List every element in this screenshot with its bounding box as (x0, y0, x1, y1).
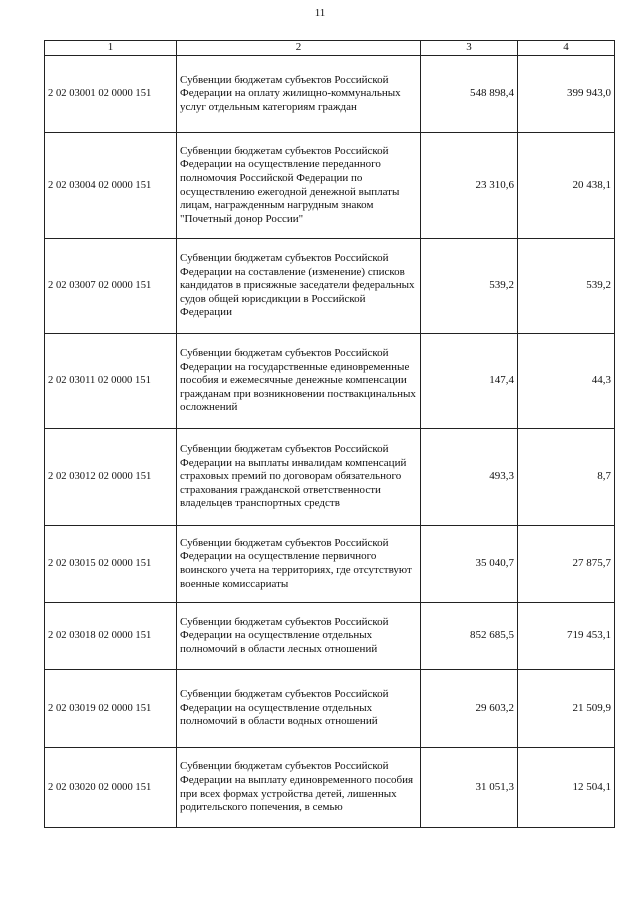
column-header-3: 3 (421, 41, 518, 56)
description-cell: Субвенции бюджетам субъектов Российской Федерации на осуществление переданного полномочия Российской Федерации по осуществлению ежегодной денежной выплаты лицам, награжденным нагрудным знаком "Почетный донор России" (177, 133, 421, 239)
value-col3-cell: 493,3 (421, 429, 518, 526)
description-cell: Субвенции бюджетам субъектов Российской Федерации на осуществление первичного воинского учета на территориях, где отсутствуют военные комиссариаты (177, 526, 421, 603)
budget-code-cell: 2 02 03018 02 0000 151 (45, 603, 177, 670)
value-col4-cell: 21 509,9 (518, 670, 615, 748)
budget-code-cell: 2 02 03011 02 0000 151 (45, 334, 177, 429)
table-row (45, 334, 615, 429)
value-col3-cell: 35 040,7 (421, 526, 518, 603)
table-row (45, 56, 615, 133)
description-cell: Субвенции бюджетам субъектов Российской Федерации на выплаты инвалидам компенсаций страховых премий по договорам обязательного страхования гражданской ответственности владельцев транспортных средств (177, 429, 421, 526)
value-col4-cell: 20 438,1 (518, 133, 615, 239)
table-row (45, 748, 615, 828)
budget-code-cell: 2 02 03007 02 0000 151 (45, 239, 177, 334)
description-cell: Субвенции бюджетам субъектов Российской Федерации на составление (изменение) списков кандидатов в присяжные заседатели федеральных судов общей юрисдикции в Российской Федерации (177, 239, 421, 334)
budget-code-cell: 2 02 03001 02 0000 151 (45, 56, 177, 133)
budget-code-cell: 2 02 03019 02 0000 151 (45, 670, 177, 748)
value-col3-cell: 31 051,3 (421, 748, 518, 828)
value-col4-cell: 44,3 (518, 334, 615, 429)
page-number: 11 (314, 7, 326, 19)
table-row (45, 526, 615, 603)
description-cell: Субвенции бюджетам субъектов Российской Федерации на оплату жилищно-коммунальных услуг отдельным категориям граждан (177, 56, 421, 133)
value-col3-cell: 539,2 (421, 239, 518, 334)
value-col3-cell: 23 310,6 (421, 133, 518, 239)
value-col3-cell: 147,4 (421, 334, 518, 429)
table-row (45, 670, 615, 748)
value-col4-cell: 719 453,1 (518, 603, 615, 670)
budget-code-cell: 2 02 03015 02 0000 151 (45, 526, 177, 603)
description-cell: Субвенции бюджетам субъектов Российской Федерации на государственные единовременные пособия и ежемесячные денежные компенсации гражданам при возникновении поствакцинальных осложнений (177, 334, 421, 429)
table-row (45, 603, 615, 670)
budget-table (44, 40, 615, 828)
table-row (45, 133, 615, 239)
column-header-4: 4 (518, 41, 615, 56)
value-col4-cell: 27 875,7 (518, 526, 615, 603)
value-col4-cell: 12 504,1 (518, 748, 615, 828)
description-cell: Субвенции бюджетам субъектов Российской Федерации на осуществление отдельных полномочий в области лесных отношений (177, 603, 421, 670)
budget-code-cell: 2 02 03012 02 0000 151 (45, 429, 177, 526)
value-col4-cell: 399 943,0 (518, 56, 615, 133)
budget-code-cell: 2 02 03020 02 0000 151 (45, 748, 177, 828)
header-row (45, 41, 615, 56)
column-header-1: 1 (45, 41, 177, 56)
value-col4-cell: 539,2 (518, 239, 615, 334)
value-col4-cell: 8,7 (518, 429, 615, 526)
column-header-2: 2 (177, 41, 421, 56)
budget-code-cell: 2 02 03004 02 0000 151 (45, 133, 177, 239)
value-col3-cell: 548 898,4 (421, 56, 518, 133)
value-col3-cell: 852 685,5 (421, 603, 518, 670)
table-row (45, 429, 615, 526)
description-cell: Субвенции бюджетам субъектов Российской Федерации на осуществление отдельных полномочий в области водных отношений (177, 670, 421, 748)
value-col3-cell: 29 603,2 (421, 670, 518, 748)
description-cell: Субвенции бюджетам субъектов Российской Федерации на выплату единовременного пособия при всех формах устройства детей, лишенных родительского попечения, в семью (177, 748, 421, 828)
table-row (45, 239, 615, 334)
